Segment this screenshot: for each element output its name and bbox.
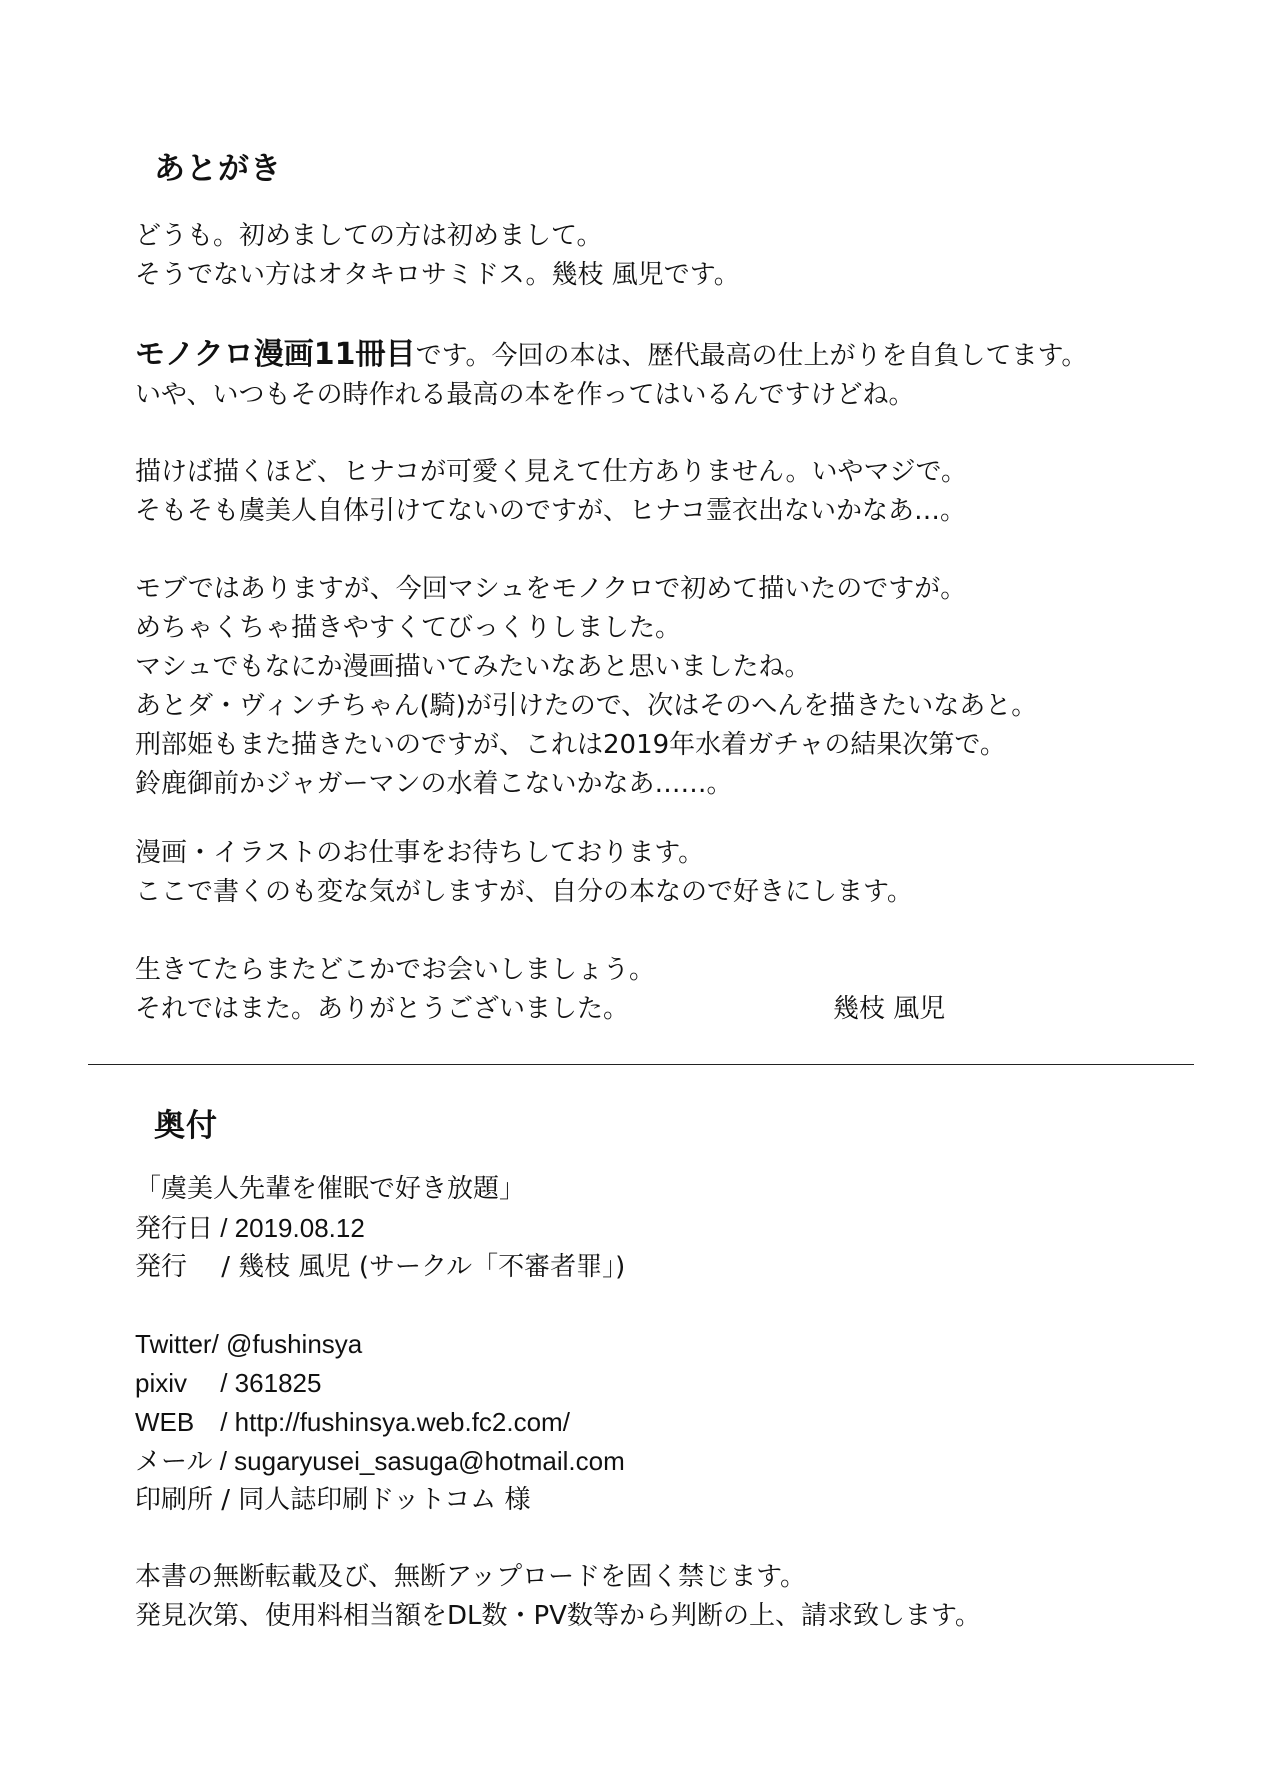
author-signature: 幾枝 風児 (833, 994, 946, 1024)
colophon-twitter: Twitter/ @fushinsya (135, 1329, 363, 1359)
afterword-line: 生きてたらまたどこかでお会いしましょう。 (135, 955, 656, 985)
afterword-line: いや、いつもその時作れる最高の本を作ってはいるんですけどね。 (135, 380, 915, 410)
afterword-line: それではまた。ありがとうございました。 (135, 994, 630, 1024)
colophon-heading: 奥付 (154, 1108, 218, 1144)
colophon-web: WEB / http://fushinsya.web.fc2.com/ (135, 1407, 570, 1437)
afterword-lead-rest: です。今回の本は、歴代最高の仕上がりを自負してます。 (415, 341, 1088, 371)
afterword-line: めちゃくちゃ描きやすくてびっくりしました。 (135, 613, 682, 643)
colophon-notice: 本書の無断転載及び、無断アップロードを固く禁じます。 (135, 1562, 807, 1592)
afterword-line: モブではありますが、今回マシュをモノクロで初めて描いたのですが。 (135, 574, 967, 604)
colophon-pixiv: pixiv / 361825 (135, 1368, 322, 1398)
colophon-publisher: 発行 / 幾枝 風児 (サークル「不審者罪」) (135, 1252, 626, 1282)
afterword-line: どうも。初めましての方は初めまして。 (135, 221, 603, 251)
afterword-line: 漫画・イラストのお仕事をお待ちしております。 (135, 838, 705, 868)
section-divider (88, 1064, 1194, 1065)
afterword-line: 刑部姫もまた描きたいのですが、これは2019年水着ガチャの結果次第で。 (135, 730, 1006, 760)
afterword-line: 鈴鹿御前かジャガーマンの水着こないかなあ……。 (135, 769, 733, 799)
afterword-line: そうでない方はオタキロサミドス。幾枝 風児です。 (135, 260, 740, 290)
afterword-line: 描けば描くほど、ヒナコが可愛く見えて仕方ありません。いやマジで。 (135, 457, 968, 487)
afterword-line: マシュでもなにか漫画描いてみたいなあと思いましたね。 (135, 652, 811, 682)
afterword-line: ここで書くのも変な気がしますが、自分の本なので好きにします。 (135, 877, 913, 907)
colophon-printer: 印刷所 / 同人誌印刷ドットコム 様 (135, 1485, 531, 1515)
colophon-mail: メール / sugaryusei_sasuga@hotmail.com (135, 1446, 625, 1476)
afterword-line: あとダ・ヴィンチちゃん(騎)が引けたので、次はそのへんを描きたいなあと。 (135, 691, 1038, 721)
afterword-heading: あとがき (154, 151, 282, 187)
afterword-line: そもそも虞美人自体引けてないのですが、ヒナコ霊衣出ないかなあ…。 (135, 496, 966, 526)
afterword-lead-emphasis: モノクロ漫画11冊目 (135, 337, 416, 372)
afterword-line (135, 339, 1087, 372)
colophon-title: 「虞美人先輩を催眠で好き放題」 (135, 1174, 526, 1204)
colophon-notice: 発見次第、使用料相当額をDL数・PV数等から判断の上、請求致します。 (135, 1601, 981, 1631)
colophon-date: 発行日 / 2019.08.12 (135, 1213, 365, 1243)
